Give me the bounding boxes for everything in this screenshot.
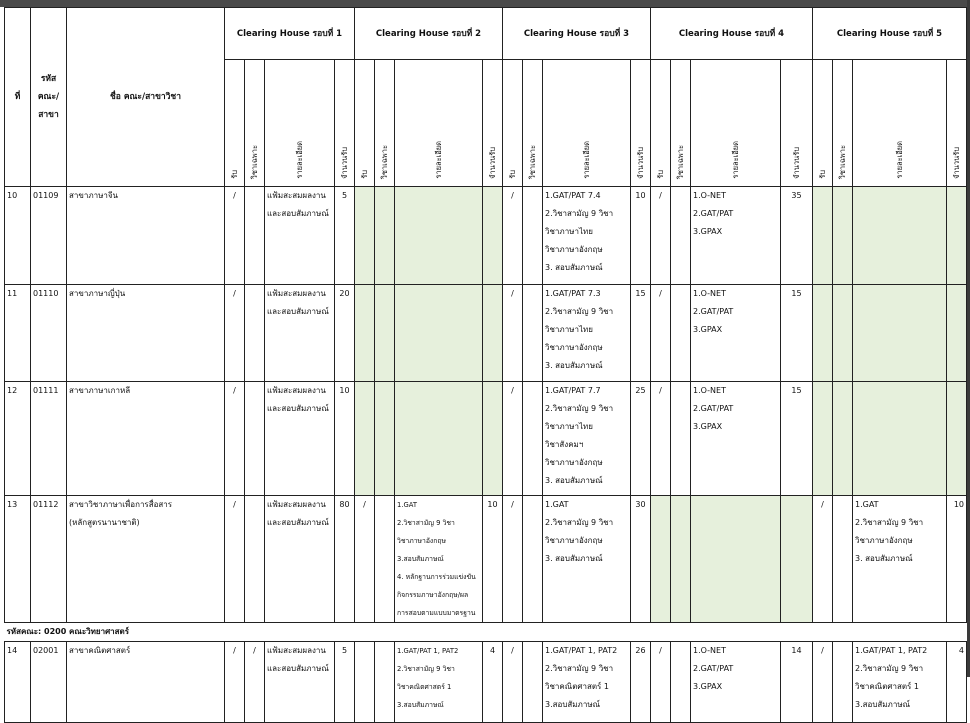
subheader-special-label: วิชาเฉพาะ — [527, 144, 537, 179]
round-4-receive — [651, 496, 671, 623]
subheader-receive-label: รับ — [655, 170, 665, 179]
subheader-receive-label: รับ — [359, 170, 369, 179]
subheader-special — [671, 60, 691, 187]
round-2-receive — [355, 382, 375, 496]
row-code: 02001 — [31, 642, 67, 723]
subheader-special-label: วิชาเฉพาะ — [379, 144, 389, 179]
program-name-line: สาขาคณิตศาสตร์ — [69, 646, 131, 655]
round-4-count: 15 — [781, 285, 813, 382]
round-1-special — [245, 496, 265, 623]
round-4-detail — [691, 382, 781, 496]
round-5-detail-line: 1.GAT — [855, 500, 879, 509]
round-2-detail-line: กิจกรรมภาษาอังกฤษ/ผล — [397, 591, 469, 599]
round-3-detail-line: วิชาสังคมฯ — [545, 440, 584, 449]
subheader-special — [833, 60, 853, 187]
round-1-receive: / — [225, 496, 245, 623]
round-1-detail-line: แฟ้มสะสมผลงาน — [267, 500, 326, 509]
round-1-count: 10 — [335, 382, 355, 496]
round-3-count: 26 — [631, 642, 651, 723]
round-2-count — [483, 382, 503, 496]
subheader-special — [523, 60, 543, 187]
round-4-detail — [691, 285, 781, 382]
round-5-detail-line: 2.วิชาสามัญ 9 วิชา — [855, 518, 924, 527]
round-2-detail — [395, 285, 483, 382]
round-5-detail-line: 1.GAT/PAT 1, PAT2 — [855, 646, 928, 655]
table-row — [5, 382, 967, 496]
round-3-detail-line: 1.GAT — [545, 500, 569, 509]
round-1-detail — [265, 382, 335, 496]
round-5-special — [833, 187, 853, 285]
round-5-detail — [853, 642, 947, 723]
round-2-detail-line: วิชาคณิตศาสตร์ 1 — [397, 683, 452, 691]
round-1-detail-line: และสอบสัมภาษณ์ — [267, 518, 329, 527]
round-3-detail-line: วิชาภาษาอังกฤษ — [545, 343, 603, 352]
row-no: 11 — [5, 285, 31, 382]
round-3-detail-line: วิชาภาษาอังกฤษ — [545, 458, 603, 467]
row-no: 13 — [5, 496, 31, 623]
round-4-special — [671, 642, 691, 723]
header-round-4: Clearing House รอบที่ 4 — [651, 8, 813, 60]
subheader-special-label: วิชาเฉพาะ — [837, 144, 847, 179]
round-1-detail-line: และสอบสัมภาษณ์ — [267, 209, 329, 218]
header-round-1: Clearing House รอบที่ 1 — [225, 8, 355, 60]
round-2-special — [375, 187, 395, 285]
round-1-count: 5 — [335, 187, 355, 285]
round-5-count — [947, 187, 967, 285]
round-2-receive — [355, 285, 375, 382]
round-1-detail-line: แฟ้มสะสมผลงาน — [267, 289, 326, 298]
round-5-detail-line: 3.สอบสัมภาษณ์ — [855, 700, 911, 709]
subheader-detail — [853, 60, 947, 187]
subheader-receive — [355, 60, 375, 187]
round-3-count: 25 — [631, 382, 651, 496]
subheader-special-label: วิชาเฉพาะ — [675, 144, 685, 179]
round-5-receive — [813, 187, 833, 285]
round-4-detail-line: 3.GPAX — [693, 422, 723, 431]
round-3-special — [523, 382, 543, 496]
round-5-detail — [853, 187, 947, 285]
program-name-line: สาขาภาษาจีน — [69, 191, 119, 200]
row-code: 01109 — [31, 187, 67, 285]
round-1-detail — [265, 187, 335, 285]
round-3-detail-line: วิชาภาษาอังกฤษ — [545, 536, 603, 545]
subheader-special-label: วิชาเฉพาะ — [249, 144, 259, 179]
viewer-top-bar — [0, 0, 970, 7]
round-3-detail-line: 1.GAT/PAT 1, PAT2 — [545, 646, 618, 655]
round-2-detail-line: 1.GAT — [397, 501, 418, 509]
round-3-detail-line: วิชาภาษาไทย — [545, 227, 593, 236]
round-3-detail — [543, 187, 631, 285]
round-2-detail — [395, 382, 483, 496]
subheader-receive — [503, 60, 523, 187]
faculty-section-label: รหัสคณะ: 0200 คณะวิทยาศาสตร์ — [5, 623, 967, 642]
round-2-detail-line: 3.สอบสัมภาษณ์ — [397, 701, 444, 709]
round-2-special — [375, 382, 395, 496]
round-1-special — [245, 382, 265, 496]
round-4-detail-line: 1.O-NET — [693, 646, 726, 655]
round-5-count — [947, 382, 967, 496]
round-1-detail-line: แฟ้มสะสมผลงาน — [267, 646, 326, 655]
round-5-detail — [853, 285, 947, 382]
round-1-count: 5 — [335, 642, 355, 723]
round-1-count: 80 — [335, 496, 355, 623]
round-3-detail-line: 2.วิชาสามัญ 9 วิชา — [545, 664, 614, 673]
round-4-count: 14 — [781, 642, 813, 723]
subheader-receive-label: รับ — [817, 170, 827, 179]
round-4-special — [671, 187, 691, 285]
header-round-3: Clearing House รอบที่ 3 — [503, 8, 651, 60]
round-3-count: 10 — [631, 187, 651, 285]
round-1-detail — [265, 285, 335, 382]
program-name-line: สาขาภาษาเกาหลี — [69, 386, 131, 395]
round-4-detail-line: 1.O-NET — [693, 386, 726, 395]
program-name — [67, 285, 225, 382]
round-4-receive: / — [651, 382, 671, 496]
round-1-special: / — [245, 642, 265, 723]
round-2-special — [375, 496, 395, 623]
subheader-count-label: จำนวนรับ — [487, 147, 497, 179]
round-2-special — [375, 642, 395, 723]
round-5-count: 4 — [947, 642, 967, 723]
row-code: 01111 — [31, 382, 67, 496]
round-5-receive: / — [813, 496, 833, 623]
round-5-count — [947, 285, 967, 382]
round-4-count: 35 — [781, 187, 813, 285]
subheader-count-label: จำนวนรับ — [951, 147, 961, 179]
round-3-receive: / — [503, 187, 523, 285]
subheader-detail — [691, 60, 781, 187]
round-3-detail — [543, 496, 631, 623]
round-1-detail — [265, 496, 335, 623]
round-3-detail — [543, 382, 631, 496]
round-1-detail — [265, 642, 335, 723]
round-2-count — [483, 187, 503, 285]
row-no: 12 — [5, 382, 31, 496]
row-no: 14 — [5, 642, 31, 723]
round-3-detail-line: 3. สอบสัมภาษณ์ — [545, 361, 603, 370]
round-1-count: 20 — [335, 285, 355, 382]
round-5-special — [833, 496, 853, 623]
header-round-5: Clearing House รอบที่ 5 — [813, 8, 967, 60]
round-2-count: 4 — [483, 642, 503, 723]
program-name-line: สาขาภาษาญี่ปุ่น — [69, 289, 126, 298]
program-name-line: (หลักสูตรนานาชาติ) — [69, 518, 140, 527]
round-2-detail-line: การสอบตามแบบมาตรฐาน — [397, 609, 476, 617]
round-3-special — [523, 642, 543, 723]
round-3-detail — [543, 285, 631, 382]
row-code: 01112 — [31, 496, 67, 623]
round-2-receive — [355, 642, 375, 723]
round-5-receive — [813, 285, 833, 382]
round-3-detail-line: วิชาภาษาไทย — [545, 422, 593, 431]
round-3-count: 15 — [631, 285, 651, 382]
round-2-receive: / — [355, 496, 375, 623]
program-name — [67, 496, 225, 623]
round-3-detail-line: 3.สอบสัมภาษณ์ — [545, 700, 601, 709]
round-3-detail-line: 3. สอบสัมภาษณ์ — [545, 263, 603, 272]
subheader-receive — [813, 60, 833, 187]
round-5-receive — [813, 382, 833, 496]
round-1-receive: / — [225, 285, 245, 382]
program-name-line: สาขาวิชาภาษาเพื่อการสื่อสาร — [69, 500, 173, 509]
round-4-detail-line: 1.O-NET — [693, 289, 726, 298]
round-3-detail-line: วิชาภาษาอังกฤษ — [545, 245, 603, 254]
admission-table — [4, 7, 967, 723]
round-5-special — [833, 642, 853, 723]
round-3-count: 30 — [631, 496, 651, 623]
round-2-detail — [395, 642, 483, 723]
program-name — [67, 382, 225, 496]
round-5-detail — [853, 382, 947, 496]
round-1-detail-line: และสอบสัมภาษณ์ — [267, 307, 329, 316]
round-2-special — [375, 285, 395, 382]
round-3-receive: / — [503, 382, 523, 496]
round-3-special — [523, 285, 543, 382]
round-2-count — [483, 285, 503, 382]
table-row — [5, 187, 967, 285]
round-1-detail-line: แฟ้มสะสมผลงาน — [267, 191, 326, 200]
round-1-receive: / — [225, 382, 245, 496]
header-name: ชื่อ คณะ/สาขาวิชา — [67, 8, 225, 187]
round-4-detail — [691, 642, 781, 723]
round-3-receive: / — [503, 496, 523, 623]
subheader-count — [631, 60, 651, 187]
subheader-count — [781, 60, 813, 187]
round-4-detail-line: 3.GPAX — [693, 325, 723, 334]
program-name — [67, 187, 225, 285]
round-4-special — [671, 382, 691, 496]
table-row — [5, 642, 967, 723]
subheader-count — [947, 60, 967, 187]
round-5-detail — [853, 496, 947, 623]
subheader-detail — [543, 60, 631, 187]
program-name — [67, 642, 225, 723]
round-4-detail-line: 2.GAT/PAT — [693, 404, 734, 413]
round-3-receive: / — [503, 642, 523, 723]
round-3-detail-line: 1.GAT/PAT 7.4 — [545, 191, 601, 200]
round-1-detail-line: และสอบสัมภาษณ์ — [267, 664, 329, 673]
round-4-detail-line: 1.O-NET — [693, 191, 726, 200]
round-3-receive: / — [503, 285, 523, 382]
subheader-count — [335, 60, 355, 187]
round-4-count — [781, 496, 813, 623]
round-3-detail-line: 3. สอบสัมภาษณ์ — [545, 476, 603, 485]
round-1-detail-line: แฟ้มสะสมผลงาน — [267, 386, 326, 395]
row-no: 10 — [5, 187, 31, 285]
header-round-2: Clearing House รอบที่ 2 — [355, 8, 503, 60]
subheader-detail-label: รายละเอียด — [581, 141, 591, 179]
round-4-special — [671, 285, 691, 382]
round-3-detail-line: 2.วิชาสามัญ 9 วิชา — [545, 518, 614, 527]
round-4-receive: / — [651, 285, 671, 382]
round-3-detail-line: 1.GAT/PAT 7.3 — [545, 289, 601, 298]
subheader-detail — [395, 60, 483, 187]
round-5-detail-line: 3. สอบสัมภาษณ์ — [855, 554, 913, 563]
subheader-count-label: จำนวนรับ — [791, 147, 801, 179]
round-3-detail-line: วิชาภาษาไทย — [545, 325, 593, 334]
header-no: ที่ — [5, 8, 31, 187]
round-2-detail — [395, 496, 483, 623]
subheader-detail-label: รายละเอียด — [433, 141, 443, 179]
subheader-count-label: จำนวนรับ — [339, 147, 349, 179]
round-3-detail-line: 1.GAT/PAT 7.7 — [545, 386, 601, 395]
subheader-receive — [225, 60, 245, 187]
round-5-detail-line: 2.วิชาสามัญ 9 วิชา — [855, 664, 924, 673]
round-2-count: 10 — [483, 496, 503, 623]
round-2-receive — [355, 187, 375, 285]
round-4-detail-line: 2.GAT/PAT — [693, 209, 734, 218]
round-4-detail — [691, 187, 781, 285]
subheader-receive — [651, 60, 671, 187]
round-2-detail-line: 4. หลักฐานการร่วมแข่งขัน — [397, 573, 476, 581]
round-1-receive: / — [225, 642, 245, 723]
round-4-count: 15 — [781, 382, 813, 496]
round-2-detail-line: วิชาภาษาอังกฤษ — [397, 537, 446, 545]
round-4-detail-line: 2.GAT/PAT — [693, 664, 734, 673]
round-3-special — [523, 496, 543, 623]
table-row — [5, 496, 967, 623]
round-3-detail-line: 2.วิชาสามัญ 9 วิชา — [545, 209, 614, 218]
header-code: รหัส คณะ/ สาขา — [31, 8, 67, 187]
round-4-detail-line: 2.GAT/PAT — [693, 307, 734, 316]
subheader-receive-label: รับ — [229, 170, 239, 179]
subheader-detail — [265, 60, 335, 187]
round-5-count: 10 — [947, 496, 967, 623]
round-3-detail-line: 2.วิชาสามัญ 9 วิชา — [545, 307, 614, 316]
round-5-special — [833, 285, 853, 382]
subheader-detail-label: รายละเอียด — [294, 141, 304, 179]
round-2-detail — [395, 187, 483, 285]
table-row — [5, 285, 967, 382]
round-2-detail-line: 2.วิชาสามัญ 9 วิชา — [397, 665, 455, 673]
round-4-detail-line: 3.GPAX — [693, 227, 723, 236]
round-5-detail-line: วิชาภาษาอังกฤษ — [855, 536, 913, 545]
round-1-special — [245, 285, 265, 382]
round-1-receive: / — [225, 187, 245, 285]
round-3-detail — [543, 642, 631, 723]
round-2-detail-line: 3.สอบสัมภาษณ์ — [397, 555, 444, 563]
round-3-detail-line: 2.วิชาสามัญ 9 วิชา — [545, 404, 614, 413]
round-4-receive: / — [651, 187, 671, 285]
round-4-receive: / — [651, 642, 671, 723]
round-3-detail-line: 3. สอบสัมภาษณ์ — [545, 554, 603, 563]
round-1-special — [245, 187, 265, 285]
subheader-count-label: จำนวนรับ — [635, 147, 645, 179]
subheader-count — [483, 60, 503, 187]
round-4-detail-line: 3.GPAX — [693, 682, 723, 691]
round-3-detail-line: วิชาคณิตศาสตร์ 1 — [545, 682, 609, 691]
round-4-detail — [691, 496, 781, 623]
round-3-special — [523, 187, 543, 285]
faculty-section-row — [5, 623, 967, 642]
subheader-special — [245, 60, 265, 187]
round-2-detail-line: 1.GAT/PAT 1, PAT2 — [397, 647, 459, 655]
row-code: 01110 — [31, 285, 67, 382]
subheader-receive-label: รับ — [507, 170, 517, 179]
round-1-detail-line: และสอบสัมภาษณ์ — [267, 404, 329, 413]
round-2-detail-line: 2.วิชาสามัญ 9 วิชา — [397, 519, 455, 527]
subheader-special — [375, 60, 395, 187]
subheader-detail-label: รายละเอียด — [894, 141, 904, 179]
round-5-special — [833, 382, 853, 496]
round-5-receive: / — [813, 642, 833, 723]
subheader-detail-label: รายละเอียด — [730, 141, 740, 179]
round-5-detail-line: วิชาคณิตศาสตร์ 1 — [855, 682, 919, 691]
round-4-special — [671, 496, 691, 623]
